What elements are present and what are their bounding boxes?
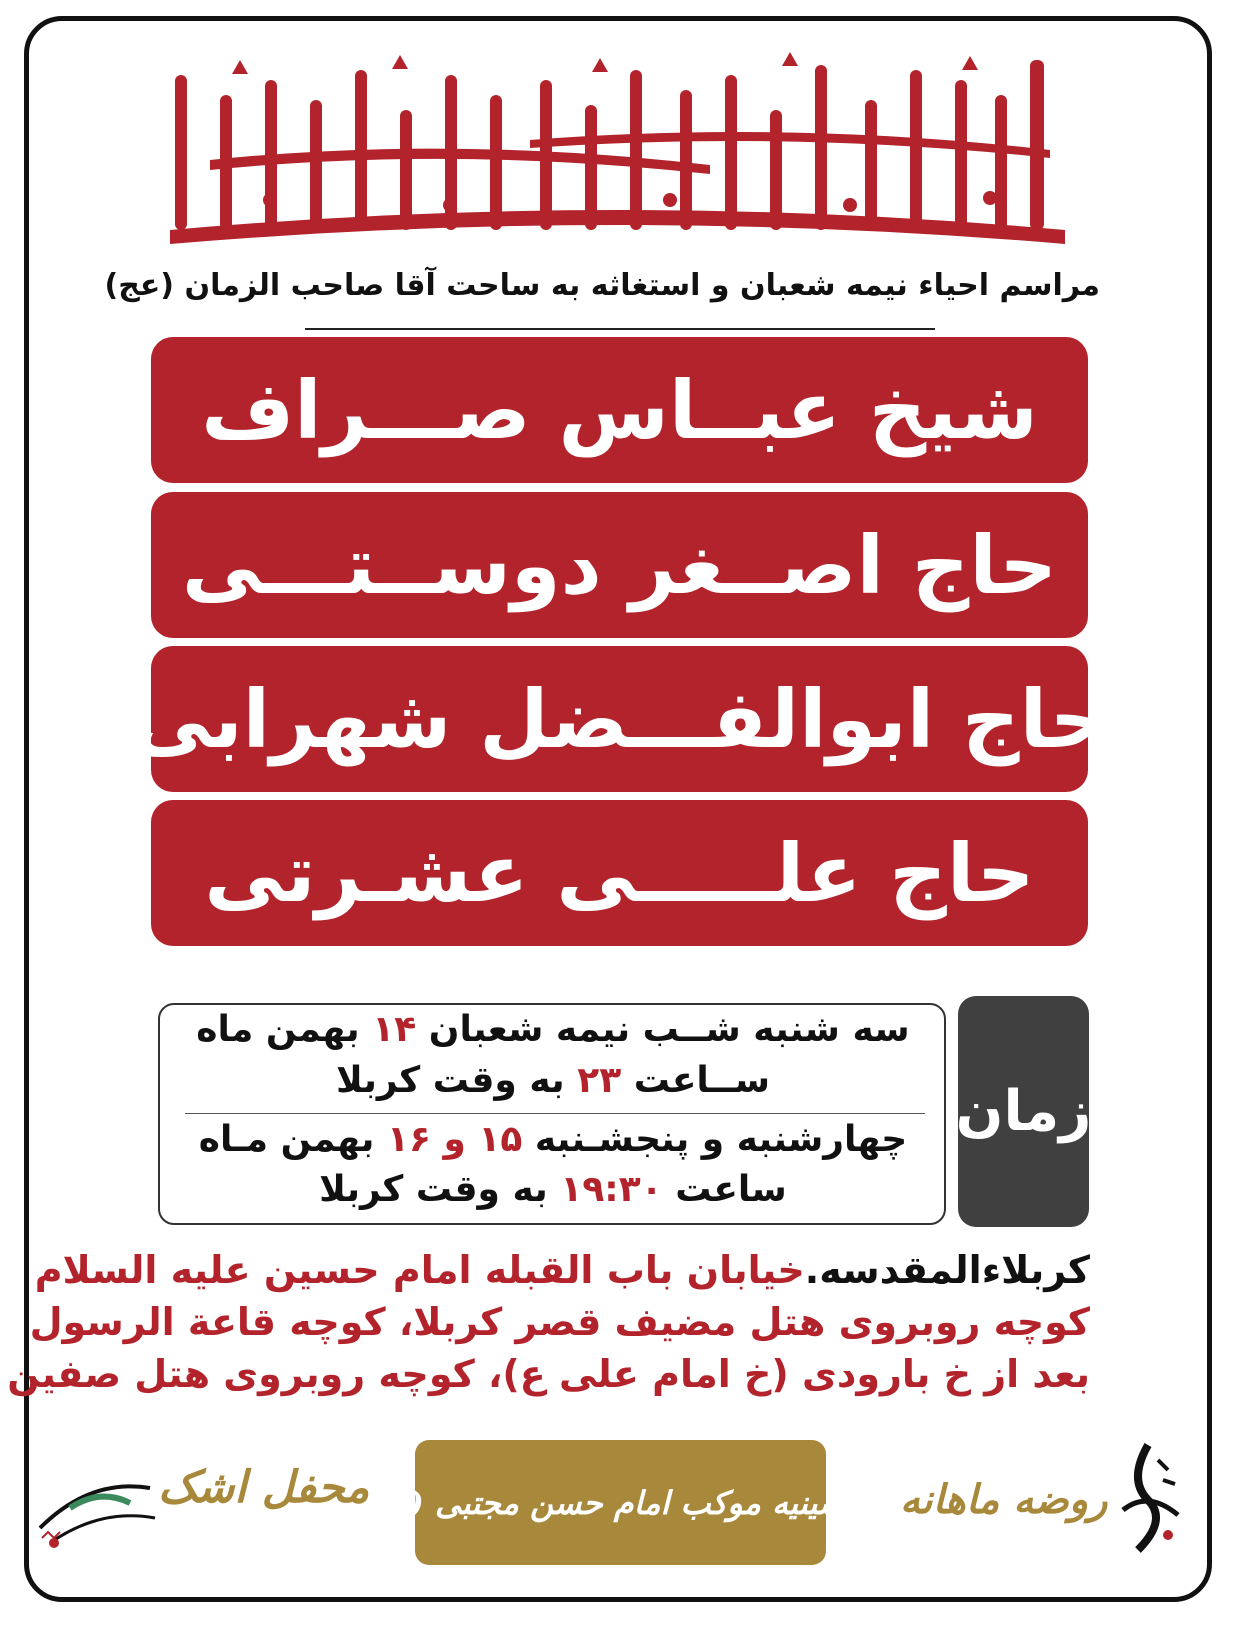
address-line: بعد از خ بارودی (خ امام علی ع)، کوچه روبروی هتل صفین <box>7 1352 1090 1396</box>
schedule-text: ساعت <box>675 1169 787 1210</box>
schedule-box <box>158 1003 946 1225</box>
time-label-text: زمان <box>955 1079 1092 1144</box>
schedule-text: بهمن ماه <box>196 1009 360 1050</box>
event-subtitle: مراسم احیاء نیمه شعبان و استغاثه به ساحت آقا صاحب الزمان (عج) <box>104 268 1100 303</box>
schedule-line <box>164 1009 942 1050</box>
address-line <box>34 1248 1090 1292</box>
schedule-text: سه شنبه شــب نیمه شعبان <box>428 1009 910 1050</box>
schedule-number: ۲۳ <box>577 1060 622 1101</box>
time-label <box>955 996 1092 1227</box>
speaker-bar <box>151 492 1088 638</box>
schedule-text: بهمن مـاه <box>198 1119 375 1160</box>
speaker-name: شیخ عبــاس صـــراف <box>201 363 1038 457</box>
address-line: کوچه روبروی هتل مضیف قصر کربلا، کوچه قاعة الرسول <box>29 1300 1090 1344</box>
address-city: کربلاءالمقدسه. <box>804 1248 1090 1292</box>
moukeb-logo-icon <box>30 1448 160 1558</box>
schedule-line <box>164 1119 942 1160</box>
speaker-bar <box>151 800 1088 946</box>
speaker-name: حاج اصــغر دوســتـــی <box>181 518 1058 612</box>
venue-box <box>374 1440 867 1565</box>
address-street: خیابان باب القبله امام حسین علیه السلام <box>34 1248 805 1292</box>
schedule-number: ۱۵ و ۱۶ <box>387 1119 523 1160</box>
speaker-bar <box>131 646 1108 792</box>
monthly-rawzeh-text: روضه ماهانه <box>900 1476 1108 1523</box>
schedule-text: چهارشنبه و پنجشـنبه <box>534 1119 908 1160</box>
schedule-number: ۱۴ <box>372 1009 417 1050</box>
schedule-number: ۱۹:۳۰ <box>560 1169 663 1210</box>
schedule-text: ســاعت <box>633 1060 770 1101</box>
venue-name: حسینیه موکب امام حسن مجتبی (ع) <box>374 1483 867 1522</box>
mahfel-ashk-text: محفل اشک <box>158 1462 370 1513</box>
divider <box>305 328 935 330</box>
speaker-name: حاج ابوالفـــضل شهرابی <box>131 672 1108 766</box>
schedule-line <box>164 1169 942 1210</box>
schedule-text: به وقت کربلا <box>319 1169 548 1210</box>
schedule-divider <box>185 1113 925 1114</box>
speaker-bar <box>151 337 1088 483</box>
schedule-text: به وقت کربلا <box>336 1060 565 1101</box>
speaker-name: حاج علـــــی عشـرتی <box>204 826 1035 920</box>
ashk-logo-icon <box>1108 1440 1190 1560</box>
schedule-line <box>164 1060 942 1101</box>
calligraphy-header <box>150 40 1090 270</box>
